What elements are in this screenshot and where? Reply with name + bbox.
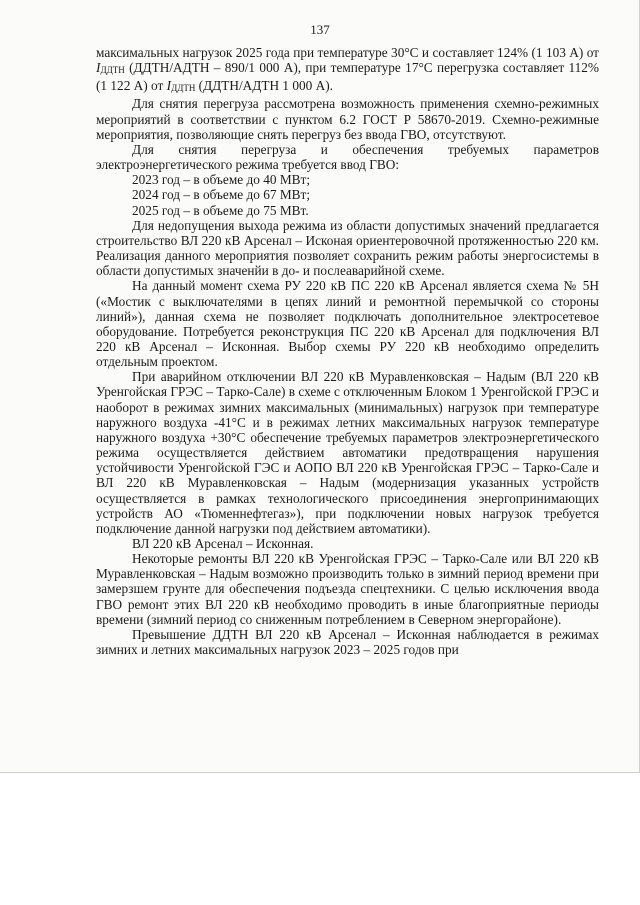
paragraph: На данный момент схема РУ 220 кВ ПС 220 кВ Арсенал является схема № 5Н («Мостик с выключателями в цепях линий и ремонтной перемычкой со стороны линий»), данная схема не позволяет подключать дополнительное электросетевое оборудование. Потребуется реконструкция ПС 220 кВ Арсенал для подключения ВЛ 220 кВ Арсенал – Исконная. Выбор схемы РУ 220 кВ необходимо определить отдельным проектом. <box>96 278 599 370</box>
body-text <box>96 45 599 657</box>
paragraph: ВЛ 220 кВ Арсенал – Исконная. <box>132 536 314 551</box>
list-item: 2023 год – в объеме до 40 МВт; <box>132 172 311 188</box>
current-subscript: ДДТН <box>171 83 196 94</box>
paragraph: Для снятия перегруза и обеспечения требуемых параметров электроэнергетического режима требуется ввод ГВО: <box>96 141 599 173</box>
current-symbol: I <box>96 60 101 76</box>
blank-area <box>0 773 640 905</box>
paragraph: При аварийном отключении ВЛ 220 кВ Муравленковская – Надым (ВЛ 220 кВ Уренгойская ГРЭС – Тарко-Сале) в схеме с отключенным Блоком 1 Уренгойской ГРЭС и наоборот в режимах зимних максимальных (минимальных) нагрузок при температуре наружного воздуха -41°С и в режимах летних максимальных нагрузок температуре наружного воздуха +30°С обеспечение требуемых параметров электроэнергетического режима осуществляется действием автоматики предотвращения нарушения устойчивости Уренгойской ГЭС и АОПО ВЛ 220 кВ Уренгойская ГРЭС – Тарко-Сале и ВЛ 220 кВ Муравленковская – Надым (модернизация указанных устройств осуществляется в рамках технологического присоединения энергопринимающих устройств АО «Тюменнефтегаз»), при подключении новых нагрузок требуется подключение данной нагрузки под действием автоматики). <box>96 369 599 536</box>
list-item: 2025 год – в объеме до 75 МВт. <box>132 202 309 218</box>
paragraph: Превышение ДДТН ВЛ 220 кВ Арсенал – Исконная наблюдается в режимах зимних и летних максимальных нагрузок 2023 – 2025 годов при <box>96 626 599 658</box>
current-symbol: I <box>166 78 172 94</box>
current-subscript: ДДТН <box>100 65 125 76</box>
text-run: (ДДТН/АДТН 1 000 А). <box>195 78 333 94</box>
page-number: 137 <box>310 22 330 37</box>
text-run: максимальных нагрузок 2025 года при температуре 30°С и составляет 124% (1 103 А) от <box>96 45 599 60</box>
paragraph: Для недопущения выхода режима из области допустимых значений предлагается строительство ВЛ 220 кВ Арсенал – Исконая ориентеровочной протяженностью 220 км. Реализация данного мероприятия позволяет сохранить режим работы энергосистемы в области допустимых значенйи в до- и послеаварийной схеме. <box>96 217 599 279</box>
paragraph: Некоторые ремонты ВЛ 220 кВ Уренгойская ГРЭС – Тарко-Сале или ВЛ 220 кВ Муравленковская – Надым возможно производить только в зимний период времени при замерзшем грунте для обеспечения подъезда спецтехники. С целью исключения ввода ГВО ремонт этих ВЛ 220 кВ необходимо проводить в иные благоприятные периоды времени (зимний период со сниженным потреблением в Северном энергорайоне). <box>96 551 599 627</box>
paragraph-continuation <box>96 45 599 96</box>
paragraph: Для снятия перегруза рассмотрена возможность применения схемно-режимных мероприятий в соответствии с пунктом 6.2 ГОСТ Р 58670-2019. Схемно-режимные мероприятия, позволяющие снять перегруз без ввода ГВО, отсутствуют. <box>96 96 599 142</box>
text-run: (ДДТН/АДТН – 890/1 000 А), при температуре 17°С перегрузка составляет 112% (1 122 А) от <box>96 60 599 94</box>
list-item: 2024 год – в объеме до 67 МВт; <box>132 187 311 203</box>
